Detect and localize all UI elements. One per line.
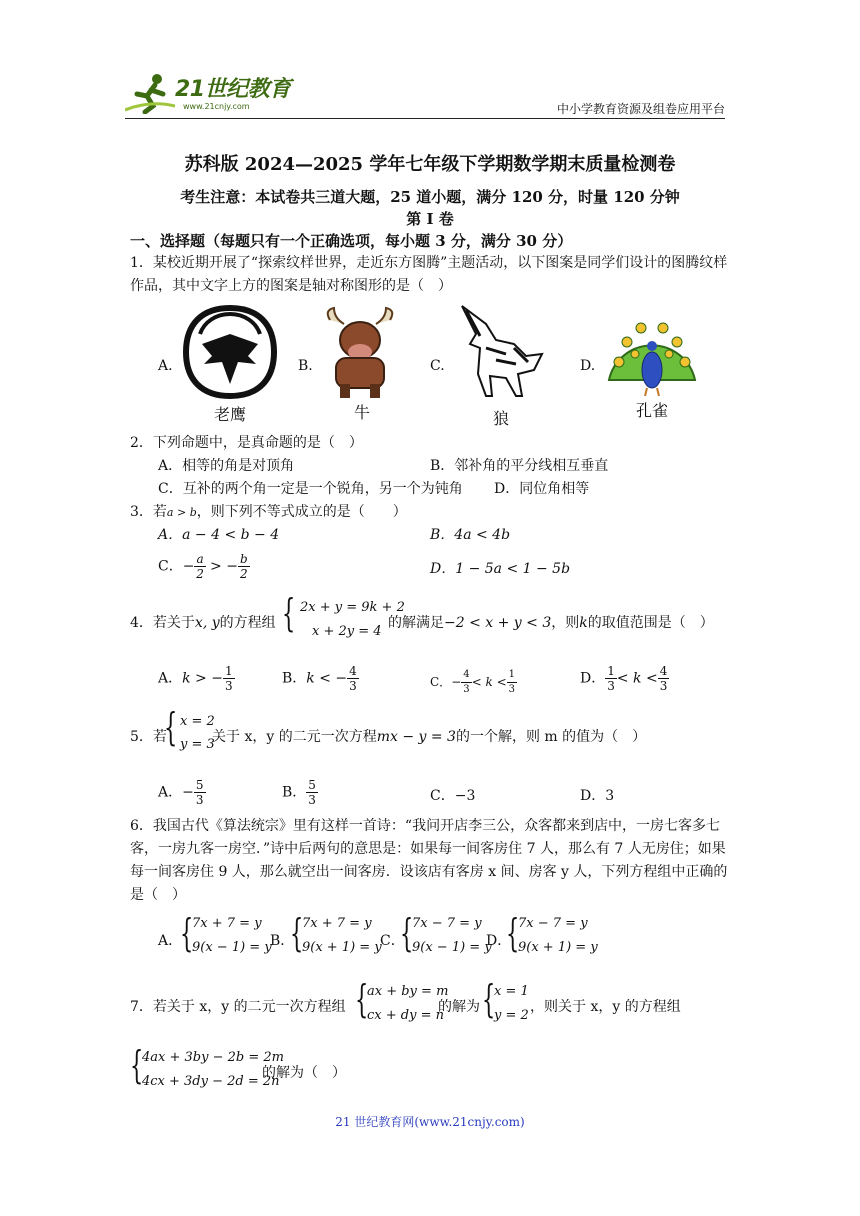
peacock-icon — [605, 310, 699, 396]
q6-b-eq2: 9(x + 1) = y — [302, 940, 382, 955]
q6-b-eq1: 7x + 7 = y — [302, 916, 372, 931]
question-7-pre: 7．若关于 x，y 的二元一次方程组 — [130, 999, 346, 1015]
question-3-text — [130, 501, 730, 524]
q5-post: 的一个解，则 m 的值为（ ） — [455, 729, 647, 745]
q4-pre: 4．若关于 — [130, 615, 195, 631]
q6-c-eq1: 7x − 7 = y — [412, 916, 482, 931]
site-logo — [125, 70, 295, 116]
q4-a-frac: $\frac{1}{3}$ — [224, 664, 233, 693]
q4-option-a: A．k > − $\frac{1}{3}$ — [158, 664, 233, 693]
q5-option-b: B． $\frac{5}{3}$ — [282, 778, 316, 807]
question-6-text: 6．我国古代《算法统宗》里有这样一首诗：“我问开店李三公，众客都来到店中，一房七客多七客，一房九客一房空．”诗中后两句的意思是：如果每一间客房住 7 人，那么有 7 人无房住；如果每一间客房住 9 人，那么就空出一间客房．设该店有客房 x 间、房客 y 人，下列方程组中正确的是（ ） — [130, 818, 728, 903]
q3-option-b: B．4a < 4b — [430, 527, 511, 543]
q7-eq2: cx + dy = n — [367, 1008, 444, 1023]
logo-url: www.21cnjy.com — [183, 102, 250, 111]
q1-option-b-label: B. — [298, 358, 313, 374]
q6-a-brace: { — [180, 911, 194, 955]
wolf-icon — [456, 304, 544, 402]
q6-c-eq2: 9(x − 1) = y — [412, 940, 492, 955]
header-divider — [125, 118, 725, 119]
q5-option-c: C．−3 — [430, 788, 476, 804]
q7-post: ，则关于 x，y 的方程组 — [530, 999, 681, 1015]
q6-d-brace: { — [506, 911, 520, 955]
q4-mid: 的方程组 — [219, 615, 276, 631]
q6-c-brace: { — [400, 911, 414, 955]
q6-d-eq1: 7x − 7 = y — [518, 916, 588, 931]
q5-option-d: D．3 — [580, 788, 615, 804]
q3-condition: a > b — [166, 506, 197, 519]
q1-option-c-label: C. — [430, 358, 445, 374]
q1-option-b-caption: 牛 — [354, 403, 371, 422]
q4-post1: 的解满足 — [388, 615, 444, 631]
logo-text: 21世纪教育 — [175, 77, 291, 102]
question-5-pre: 5．若 — [130, 729, 167, 745]
q5-mid: 关于 x，y 的二元一次方程 — [212, 729, 377, 745]
q1-option-a-label: A. — [158, 358, 173, 374]
q5-b-frac: $\frac{5}{3}$ — [308, 778, 316, 807]
section-heading: 一、选择题（每题只有一个正确选项，每小题 3 分，满分 30 分） — [130, 232, 573, 250]
q2-option-a: A．相等的角是对顶角 — [158, 458, 295, 474]
runner-icon — [125, 70, 175, 114]
q2-option-d: D．同位角相等 — [494, 481, 590, 497]
q4-d-frac-2: $\frac{4}{3}$ — [659, 664, 668, 693]
q7-sol2: y = 2 — [494, 1008, 529, 1023]
q6-option-c-label: C． — [380, 933, 405, 949]
q4-option-d: D． $\frac{1}{3}$ < k < $\frac{4}{3}$ — [580, 664, 668, 693]
q7-brace-2: { — [482, 977, 496, 1021]
q4-vars: x, y — [194, 615, 220, 631]
q1-option-d-label: D. — [580, 358, 596, 374]
volume-label: 第 I 卷 — [406, 210, 454, 228]
eagle-emblem-icon — [182, 304, 278, 400]
question-2-text: 2．下列命题中，是真命题的是（ ） — [130, 435, 363, 451]
q3-option-a: A．a − 4 < b − 4 — [158, 527, 280, 543]
q4-post2: ，则 — [551, 615, 580, 631]
q6-b-brace: { — [290, 911, 304, 955]
q4-range: −2 < x + y < 3 — [444, 615, 552, 631]
q7-brace-1: { — [355, 977, 369, 1021]
q2-option-c: C．互补的两个角一定是一个锐角，另一个为钝角 — [158, 481, 463, 497]
q2-option-b: B．邻补角的平分线相互垂直 — [430, 458, 609, 474]
q4-option-c: C．− $\frac{4}{3}$ < k < $\frac{1}{3}$ — [430, 669, 516, 695]
q6-option-d-label: D． — [486, 933, 512, 949]
bull-icon — [320, 306, 400, 400]
platform-name: 中小学教育资源及组卷应用平台 — [556, 102, 725, 116]
q3-c-frac-1: $\frac{a}{2}$ — [196, 552, 204, 581]
q5-eq2: y = 3 — [180, 737, 215, 752]
q3-option-c: C．− $\frac{a}{2}$ > − $\frac{b}{2}$ — [158, 552, 248, 581]
q4-d-frac-1: $\frac{1}{3}$ — [607, 664, 615, 693]
footer-link[interactable]: 21 世纪教育网(www.21cnjy.com) — [335, 1115, 525, 1129]
q4-c-frac-1: $\frac{4}{3}$ — [463, 669, 470, 695]
q5-eq1: x = 2 — [180, 714, 215, 729]
q3-pre: 3．若 — [130, 504, 167, 520]
q4-k: k — [579, 615, 588, 631]
q5-eq: mx − y = 3 — [376, 729, 456, 745]
q7-e1: 4ax + 3by − 2b = 2m — [142, 1050, 284, 1065]
q6-option-b-label: B． — [270, 933, 295, 949]
q7-sol1: x = 1 — [494, 984, 529, 999]
q4-post3: 的取值范围是（ ） — [587, 615, 714, 631]
q4-c-frac-2: $\frac{1}{3}$ — [508, 669, 516, 695]
question-1-text: 1．某校近期开展了“探索纹样世界，走近东方图腾”主题活动，以下图案是同学们设计的图腾纹样作品，其中文字上方的图案是轴对称图形的是（ ） — [130, 255, 728, 294]
q4-eq1: 2x + y = 9k + 2 — [300, 600, 405, 615]
question-5-tail — [212, 726, 732, 749]
q5-option-a: A．− $\frac{5}{3}$ — [158, 778, 204, 807]
q1-option-a-caption: 老鹰 — [214, 405, 247, 424]
q7-brace-3: { — [130, 1043, 144, 1087]
q6-a-eq1: 7x + 7 = y — [192, 916, 262, 931]
q4-eq2: x + 2y = 4 — [312, 624, 382, 639]
exam-title: 苏科版 2024—2025 学年七年级下学期数学期末质量检测卷 — [184, 154, 676, 175]
exam-notice: 考生注意：本试卷共三道大题，25 道小题，满分 120 分，时量 120 分钟 — [180, 188, 680, 206]
q7-eq1: ax + by = m — [367, 984, 449, 999]
q7-tail: 的解为（ ） — [262, 1065, 346, 1081]
q7-e2: 4cx + 3dy − 2d = 2n — [142, 1074, 280, 1089]
q1-option-d-caption: 孔雀 — [636, 401, 669, 420]
q3-option-c-label: C． — [158, 558, 183, 575]
q3-c-frac-2: $\frac{b}{2}$ — [239, 552, 248, 581]
q5-a-frac: $\frac{5}{3}$ — [195, 778, 204, 807]
q7-mid: 的解为 — [438, 999, 480, 1015]
question-4-tail — [388, 612, 728, 635]
q5-brace: { — [164, 705, 178, 749]
q6-option-a-label: A． — [158, 933, 183, 949]
q3-option-d: D．1 − 5a < 1 − 5b — [430, 561, 571, 577]
q4-option-b: B．k < − $\frac{4}{3}$ — [282, 664, 357, 693]
q6-d-eq2: 9(x + 1) = y — [518, 940, 598, 955]
q4-b-frac: $\frac{4}{3}$ — [349, 664, 357, 693]
q1-option-c-caption: 狼 — [493, 409, 510, 428]
q4-brace: { — [282, 591, 296, 635]
q6-a-eq2: 9(x − 1) = y — [192, 940, 272, 955]
q3-post: ，则下列不等式成立的是（ ） — [196, 504, 407, 520]
